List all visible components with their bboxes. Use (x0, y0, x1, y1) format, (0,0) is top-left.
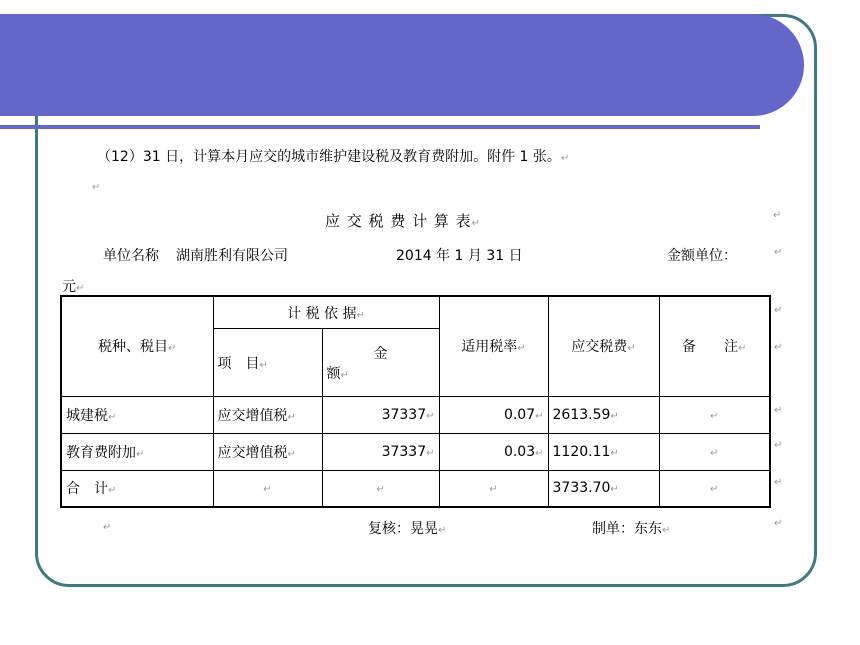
paragraph-mark: ↵ (774, 342, 783, 353)
cell-item: 应交增值税↵ (213, 433, 322, 470)
instruction-line: （12）31 日，计算本月应交的城市维护建设税及教育费附加。附件 1 张。↵ (97, 149, 570, 165)
paragraph-mark: ↵ (774, 405, 783, 416)
paragraph-mark: ↵ (92, 182, 101, 193)
cell-note: ↵ (659, 433, 770, 470)
paragraph-mark: ↵ (774, 477, 783, 488)
header-tax-type: 税种、税目↵ (61, 296, 213, 396)
header-basis-item: 项 目↵ (213, 329, 322, 397)
amount-unit-label: 金额单位： (667, 248, 737, 264)
cell-item: 应交增值税↵ (213, 396, 322, 433)
cell-tax: 城建税↵ (61, 396, 213, 433)
header-payable: 应交税费↵ (548, 296, 659, 396)
cell-payable: 1120.11↵ (548, 433, 659, 470)
paragraph-mark: ↵ (774, 440, 783, 451)
paragraph-mark: ↵ (774, 518, 783, 529)
cell-rate: 0.07↵ (439, 396, 548, 433)
header-rate: 适用税率↵ (439, 296, 548, 396)
cell-amount: 37337↵ (322, 433, 439, 470)
cell-tax: 教育费附加↵ (61, 433, 213, 470)
unit-name: 湖南胜利有限公司 (176, 248, 288, 264)
cell-rate: 0.03↵ (439, 433, 548, 470)
title-banner (0, 14, 804, 116)
banner-underline (0, 125, 760, 129)
table-row (61, 396, 770, 433)
unit-label: 单位名称 (103, 248, 159, 264)
cell-payable: 3733.70↵ (548, 470, 659, 507)
cell-amount: ↵ (322, 470, 439, 507)
paragraph-mark: ↵ (103, 522, 112, 533)
reviewer: 复核：晃晃↵ (368, 521, 447, 537)
doc-date: 2014 年 1 月 31 日 (396, 248, 523, 264)
paragraph-mark: ↵ (774, 305, 783, 316)
cell-amount: 37337↵ (322, 396, 439, 433)
paragraph-mark: ↵ (773, 210, 782, 221)
paragraph-mark: ↵ (774, 247, 783, 258)
amount-unit-value: 元↵ (62, 279, 85, 295)
header-note: 备 注↵ (659, 296, 770, 396)
header-basis-group: 计 税 依 据↵ (213, 296, 439, 329)
cell-note: ↵ (659, 396, 770, 433)
cell-tax: 合 计↵ (61, 470, 213, 507)
cell-item: ↵ (213, 470, 322, 507)
cell-note: ↵ (659, 470, 770, 507)
header-basis-amount: 金 额↵ (322, 329, 439, 397)
tax-calculation-table (60, 295, 771, 508)
table-row (61, 433, 770, 470)
cell-payable: 2613.59↵ (548, 396, 659, 433)
total-row (61, 470, 770, 507)
preparer: 制单：东东↵ (592, 521, 671, 537)
cell-rate: ↵ (439, 470, 548, 507)
doc-title: 应 交 税 费 计 算 表↵ (325, 212, 481, 230)
